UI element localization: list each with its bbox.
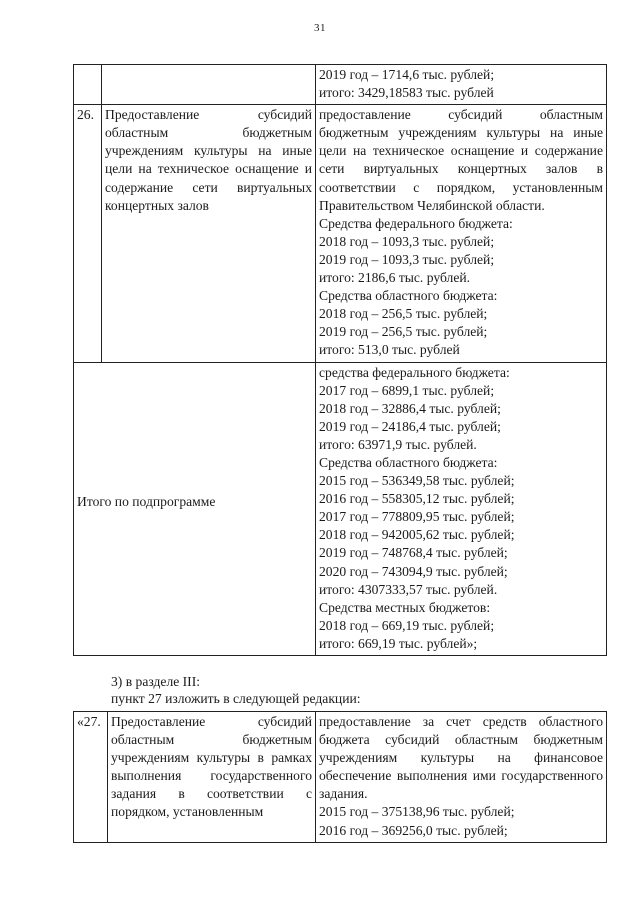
funding-line: 2018 год – 669,19 тыс. рублей; <box>319 617 495 633</box>
table-row <box>74 362 607 656</box>
funding-line: 2019 год – 1093,3 тыс. рублей; <box>319 251 495 267</box>
funding-line: Средства местных бюджетов: <box>319 599 491 615</box>
funding-line: итого: 2186,6 тыс. рублей. <box>319 270 471 286</box>
row-number-cell <box>74 65 102 105</box>
subprogram-table <box>73 64 607 656</box>
row-description-cell <box>316 362 607 656</box>
funding-line: средства федерального бюджета: <box>319 364 510 380</box>
section-instruction: пункт 27 изложить в следующей редакции: <box>111 691 361 706</box>
row-number-cell: 26. <box>74 105 102 362</box>
row-description-cell <box>316 712 607 843</box>
row-description-cell <box>316 105 607 362</box>
subprogram-total-label: Итого по подпрограмме <box>77 494 216 510</box>
item-27-table <box>73 711 607 843</box>
section-heading: 3) в разделе III: <box>111 674 201 689</box>
funding-line: 2017 год – 778809,95 тыс. рублей; <box>319 509 515 525</box>
funding-line: Средства федерального бюджета: <box>319 215 513 231</box>
funding-line: 2015 год – 536349,58 тыс. рублей; <box>319 473 515 489</box>
funding-line: итого: 63971,9 тыс. рублей. <box>319 436 477 452</box>
funding-line: 2016 год – 369256,0 тыс. рублей; <box>319 822 508 838</box>
row-name-cell: Предоставление субсидий областным бюджетным учреждениям культуры в рамках выполнения государственного задания в соответствии с порядком, установленным <box>108 712 316 843</box>
funding-line: 2018 год – 942005,62 тыс. рублей; <box>319 527 515 543</box>
description-text: предоставление субсидий областным бюджетным учреждениям культуры на иные цели на техническое оснащение и содержание сети виртуальных концертных залов в соответствии с порядком, установленным Правительством Челябинской области. <box>319 107 603 213</box>
page-number: 31 <box>314 22 326 34</box>
funding-line: 2020 год – 743094,9 тыс. рублей; <box>319 563 508 579</box>
funding-line: 2016 год – 558305,12 тыс. рублей; <box>319 491 515 507</box>
funding-line: 2018 год – 1093,3 тыс. рублей; <box>319 233 495 249</box>
funding-line: 2015 год – 375138,96 тыс. рублей; <box>319 804 515 820</box>
funding-line: итого: 513,0 тыс. рублей <box>319 342 460 358</box>
funding-line: 2018 год – 32886,4 тыс. рублей; <box>319 400 501 416</box>
funding-line: Средства областного бюджета: <box>319 454 498 470</box>
funding-line: итого: 3429,18583 тыс. рублей <box>319 85 494 101</box>
funding-line: 2019 год – 256,5 тыс. рублей; <box>319 324 488 340</box>
funding-line: 2018 год – 256,5 тыс. рублей; <box>319 306 488 322</box>
description-text: предоставление за счет средств областного бюджета субсидий областным бюджетным учреждениям культуры на финансовое обеспечение выполнения ими государственного задания. <box>319 714 603 802</box>
funding-line: 2019 год – 748768,4 тыс. рублей; <box>319 545 508 561</box>
row-name-cell <box>102 65 316 105</box>
funding-line: 2017 год – 6899,1 тыс. рублей; <box>319 382 495 398</box>
funding-line: итого: 4307333,57 тыс. рублей. <box>319 581 498 597</box>
row-description-cell <box>316 65 607 105</box>
funding-line: Средства областного бюджета: <box>319 288 498 304</box>
table-row <box>74 712 607 843</box>
funding-line: 2019 год – 24186,4 тыс. рублей; <box>319 418 501 434</box>
funding-line: 2019 год – 1714,6 тыс. рублей; <box>319 67 495 82</box>
table-row <box>74 65 607 105</box>
subprogram-total-label-cell <box>74 362 316 656</box>
funding-line: итого: 669,19 тыс. рублей»; <box>319 635 478 651</box>
row-name-cell: Предоставление субсидий областным бюджетным учреждениям культуры на иные цели на техническое оснащение и содержание сети виртуальных концертных залов <box>102 105 316 362</box>
table-row <box>74 105 607 362</box>
row-number-cell: «27. <box>74 712 108 843</box>
